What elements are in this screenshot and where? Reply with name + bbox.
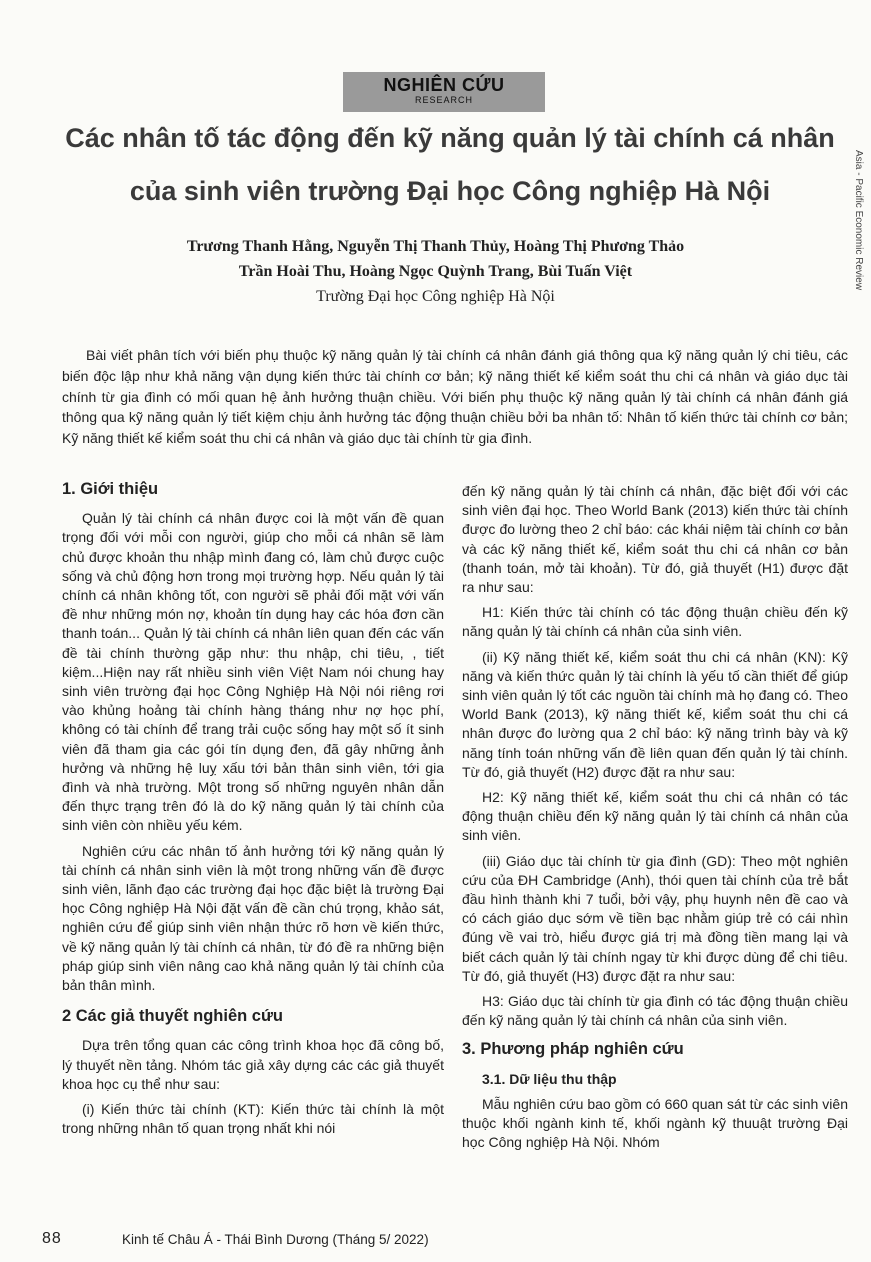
section-label-en: RESEARCH	[414, 95, 473, 105]
paragraph: Nghiên cứu các nhân tố ảnh hưởng tới kỹ năng quản lý tài chính cá nhân sinh viên là một trong những vấn đề được sinh viên, lãnh đạo các trường đại học đặc biệt là trường Đại học Công nghiệp Hà Nội đặt vấn đề cần chú trọng, khảo sát, nghiên cứu để giúp sinh viên nhận thức rõ hơn về kiến thức, về kỹ năng quản lý tài chính cá nhân, từ đó đề ra những biện pháp giúp sinh viên nâng cao khả năng quản lý tài chính của bản thân mình.	[62, 842, 444, 994]
heading-hypotheses: 2 Các giả thuyết nghiên cứu	[62, 1007, 283, 1026]
hypothesis-h2: H2: Kỹ năng thiết kế, kiểm soát thu chi cá nhân có tác động thuận chiều đến kỹ năng quản lý tài chính cá nhân của sinh viên.	[462, 789, 848, 844]
hypothesis-h3: H3: Giáo dục tài chính từ gia đình có tác động thuận chiều đến kỹ năng quản lý tài chính cá nhân của sinh viên.	[462, 993, 848, 1029]
paragraph: Mẫu nghiên cứu bao gồm có 660 quan sát từ các sinh viên thuộc khối ngành kinh tế, khối ngành kỹ thuuật trường Đại học Công nghiệp Hà Nội. Nhóm	[462, 1095, 848, 1151]
paragraph: đến kỹ năng quản lý tài chính cá nhân, đặc biệt đối với các sinh viên đại học. Theo World Bank (2013) kiến thức tài chính được đo lường theo 2 chỉ báo: các khái niệm tài chính cơ bản và các kỹ năng thiết kế, kiểm soát thu chi cá nhân cơ bản (thanh toán, mở tài khoản). Từ đó, giả thuyết (H1) được đặt ra như sau:	[462, 483, 848, 596]
hypothesis-h1: H1: Kiến thức tài chính có tác động thuận chiều đến kỹ năng quản lý tài chính cá nhân của sinh viên.	[462, 604, 848, 640]
page-number: 88	[42, 1230, 62, 1247]
paragraph: (i) Kiến thức tài chính (KT): Kiến thức tài chính là một trong những nhân tố quan trọng nhất khi nói	[62, 1101, 444, 1137]
section-badge	[343, 72, 545, 112]
journal-footer: Kinh tế Châu Á - Thái Bình Dương (Tháng 5/ 2022)	[122, 1232, 429, 1247]
right-column	[462, 482, 848, 1159]
paragraph: Quản lý tài chính cá nhân được coi là một vấn đề quan trọng đối với mỗi con người, giúp cho mỗi cá nhân sẽ làm chủ được khoản thu nhập mình đang có, làm chủ được cuộc sống và chủ động hơn trong mọi trường hợp. Nếu quản lý tài chính cá nhân không tốt, con người sẽ phải đối mặt với vấn đề như những món nợ, khoản tín dụng hay các hóa đơn cần thanh toán... Quản lý tài chính cá nhân liên quan đến các vấn đề tài chính thường gặp như: thu nhập, chi tiêu, , tiết kiệm...Hiện nay rất nhiều sinh viên Việt Nam nói chung hay sinh viên trường đại học Công Nghiệp Hà Nội nói riêng rơi vào khủng hoảng tài chính hàng tháng như nợ học phí, không có tài chính để trang trải cuộc sống hay một số ít sinh viên đã tham gia các gói tín dụng đen, đã gây những ảnh hưởng và những hệ luỵ xấu tới bản thân sinh viên, tới gia đình và nhà trường. Một trong số những nguyên nhân dẫn đến thực trạng trên đó là do kỹ năng quản lý tài chính của sinh viên còn nhiều yếu kém.	[62, 510, 444, 834]
paragraph: (ii) Kỹ năng thiết kế, kiểm soát thu chi cá nhân (KN): Kỹ năng và kiến thức quản lý tài chính là yếu tố cần thiết để giúp sinh viên quản lý tốt các nguồn tài chính mà họ đang có. Theo World Bank (2013), kỹ năng thiết kế, kiểm soát thu chi cá nhân được đo lường qua 2 chỉ báo: kỹ năng trình bày và kỹ năng tính toán những vấn đề liên quan đến quản lý tài chính. Từ đó, giả thuyết (H2) được đặt ra như sau:	[462, 648, 848, 780]
authors-line2: Trần Hoài Thu, Hoàng Ngọc Quỳnh Trang, Bùi Tuấn Việt	[238, 263, 633, 280]
paragraph: (iii) Giáo dục tài chính từ gia đình (GD): Theo một nghiên cứu của ĐH Cambridge (Anh), thói quen tài chính của trẻ bắt đầu hình thành khi 7 tuổi, bởi vậy, phụ huynh nên đề cao và có cách giáo dục sớm về tiền bạc nhằm giúp trẻ có cái nhìn đúng về vai trò, hiểu được giá trị mà đồng tiền mang lại và biết cách quản lý tài chính ngay từ khi được dùng để chi tiêu. Từ đó, giả thuyết (H3) được đặt ra như sau:	[462, 852, 848, 984]
abstract: Bài viết phân tích với biến phụ thuộc kỹ năng quản lý tài chính cá nhân đánh giá thông qua kỹ năng quản lý chi tiêu, các biến độc lập như khả năng vận dụng kiến thức tài chính cơ bản; kỹ năng thiết kế kiểm soát thu chi cá nhân và giáo dục tài chính từ gia đình có mối quan hệ ảnh hưởng thuận chiều. Với biến phụ thuộc kỹ năng quản lý tài chính cá nhân đánh giá thông qua kỹ năng quản lý tiết kiệm chịu ảnh hưởng tác động thuận chiều bởi ba nhân tố: Nhân tố kiến thức tài chính cơ bản; Kỹ năng thiết kế kiểm soát thu chi cá nhân và giáo dục tài chính từ gia đình.	[62, 347, 848, 447]
authors-line1: Trương Thanh Hằng, Nguyễn Thị Thanh Thủy, Hoàng Thị Phương Thảo	[186, 238, 685, 255]
heading-methods: 3. Phương pháp nghiên cứu	[462, 1040, 684, 1059]
section-label: NGHIÊN CỨU	[383, 75, 505, 95]
subheading-data: 3.1. Dữ liệu thu thập	[482, 1070, 617, 1087]
heading-introduction: 1. Giới thiệu	[62, 480, 159, 498]
article-title-line2: của sinh viên trường Đại học Công nghiệp Hà Nội	[129, 176, 771, 206]
article-title-line1: Các nhân tố tác động đến kỹ năng quản lý tài chính cá nhân	[65, 123, 835, 153]
affiliation: Trường Đại học Công nghiệp Hà Nội	[316, 288, 555, 305]
journal-side-text: Asia - Pacific Economic Review	[853, 150, 864, 291]
left-column	[62, 480, 444, 1145]
paragraph: Dựa trên tổng quan các công trình khoa học đã công bố, lý thuyết nền tảng. Nhóm tác giả xây dựng các các giả thuyết khoa học cụ thể như sau:	[62, 1037, 444, 1092]
